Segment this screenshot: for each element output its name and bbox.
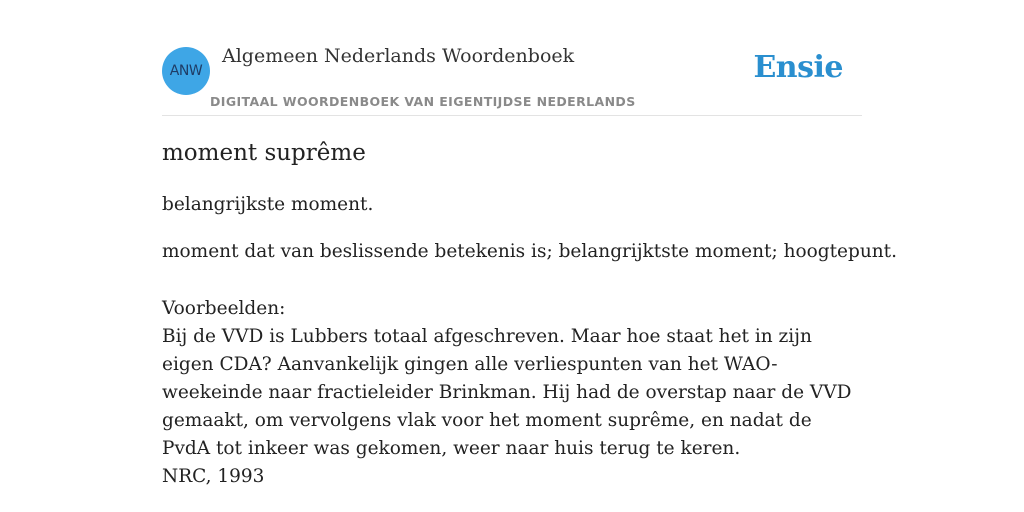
site-header: [162, 0, 862, 116]
dictionary-card: [162, 0, 897, 487]
long-definition: moment dat van beslissende betekenis is; belangrijktste moment; hoogtepunt.: [162, 241, 897, 262]
example-text: Bij de VVD is Lubbers totaal afgeschreven. Maar hoe staat het in zijn eigen CDA? Aanvankelijk gingen alle verliespunten van het WAO-weekeinde naar fractieleider Brinkman. Hij had de overstap naar de VVD gemaakt, om vervolgens vlak voor het moment suprême, en nadat de PvdA tot inkeer was gekomen, weer naar huis terug te keren.: [162, 326, 852, 459]
site-title[interactable]: Algemeen Nederlands Woordenboek: [222, 45, 575, 67]
entry-term: moment suprême: [162, 140, 366, 166]
ensie-brand-logo[interactable]: Ensie: [753, 50, 843, 85]
short-definition: belangrijkste moment.: [162, 194, 374, 215]
anw-logo[interactable]: ANW: [162, 47, 210, 95]
example-source: NRC, 1993: [162, 466, 265, 487]
examples-section: [162, 295, 862, 491]
site-subtitle: DIGITAAL WOORDENBOEK VAN EIGENTIJDSE NEDERLANDS: [210, 94, 636, 109]
examples-label: Voorbeelden:: [162, 298, 286, 319]
